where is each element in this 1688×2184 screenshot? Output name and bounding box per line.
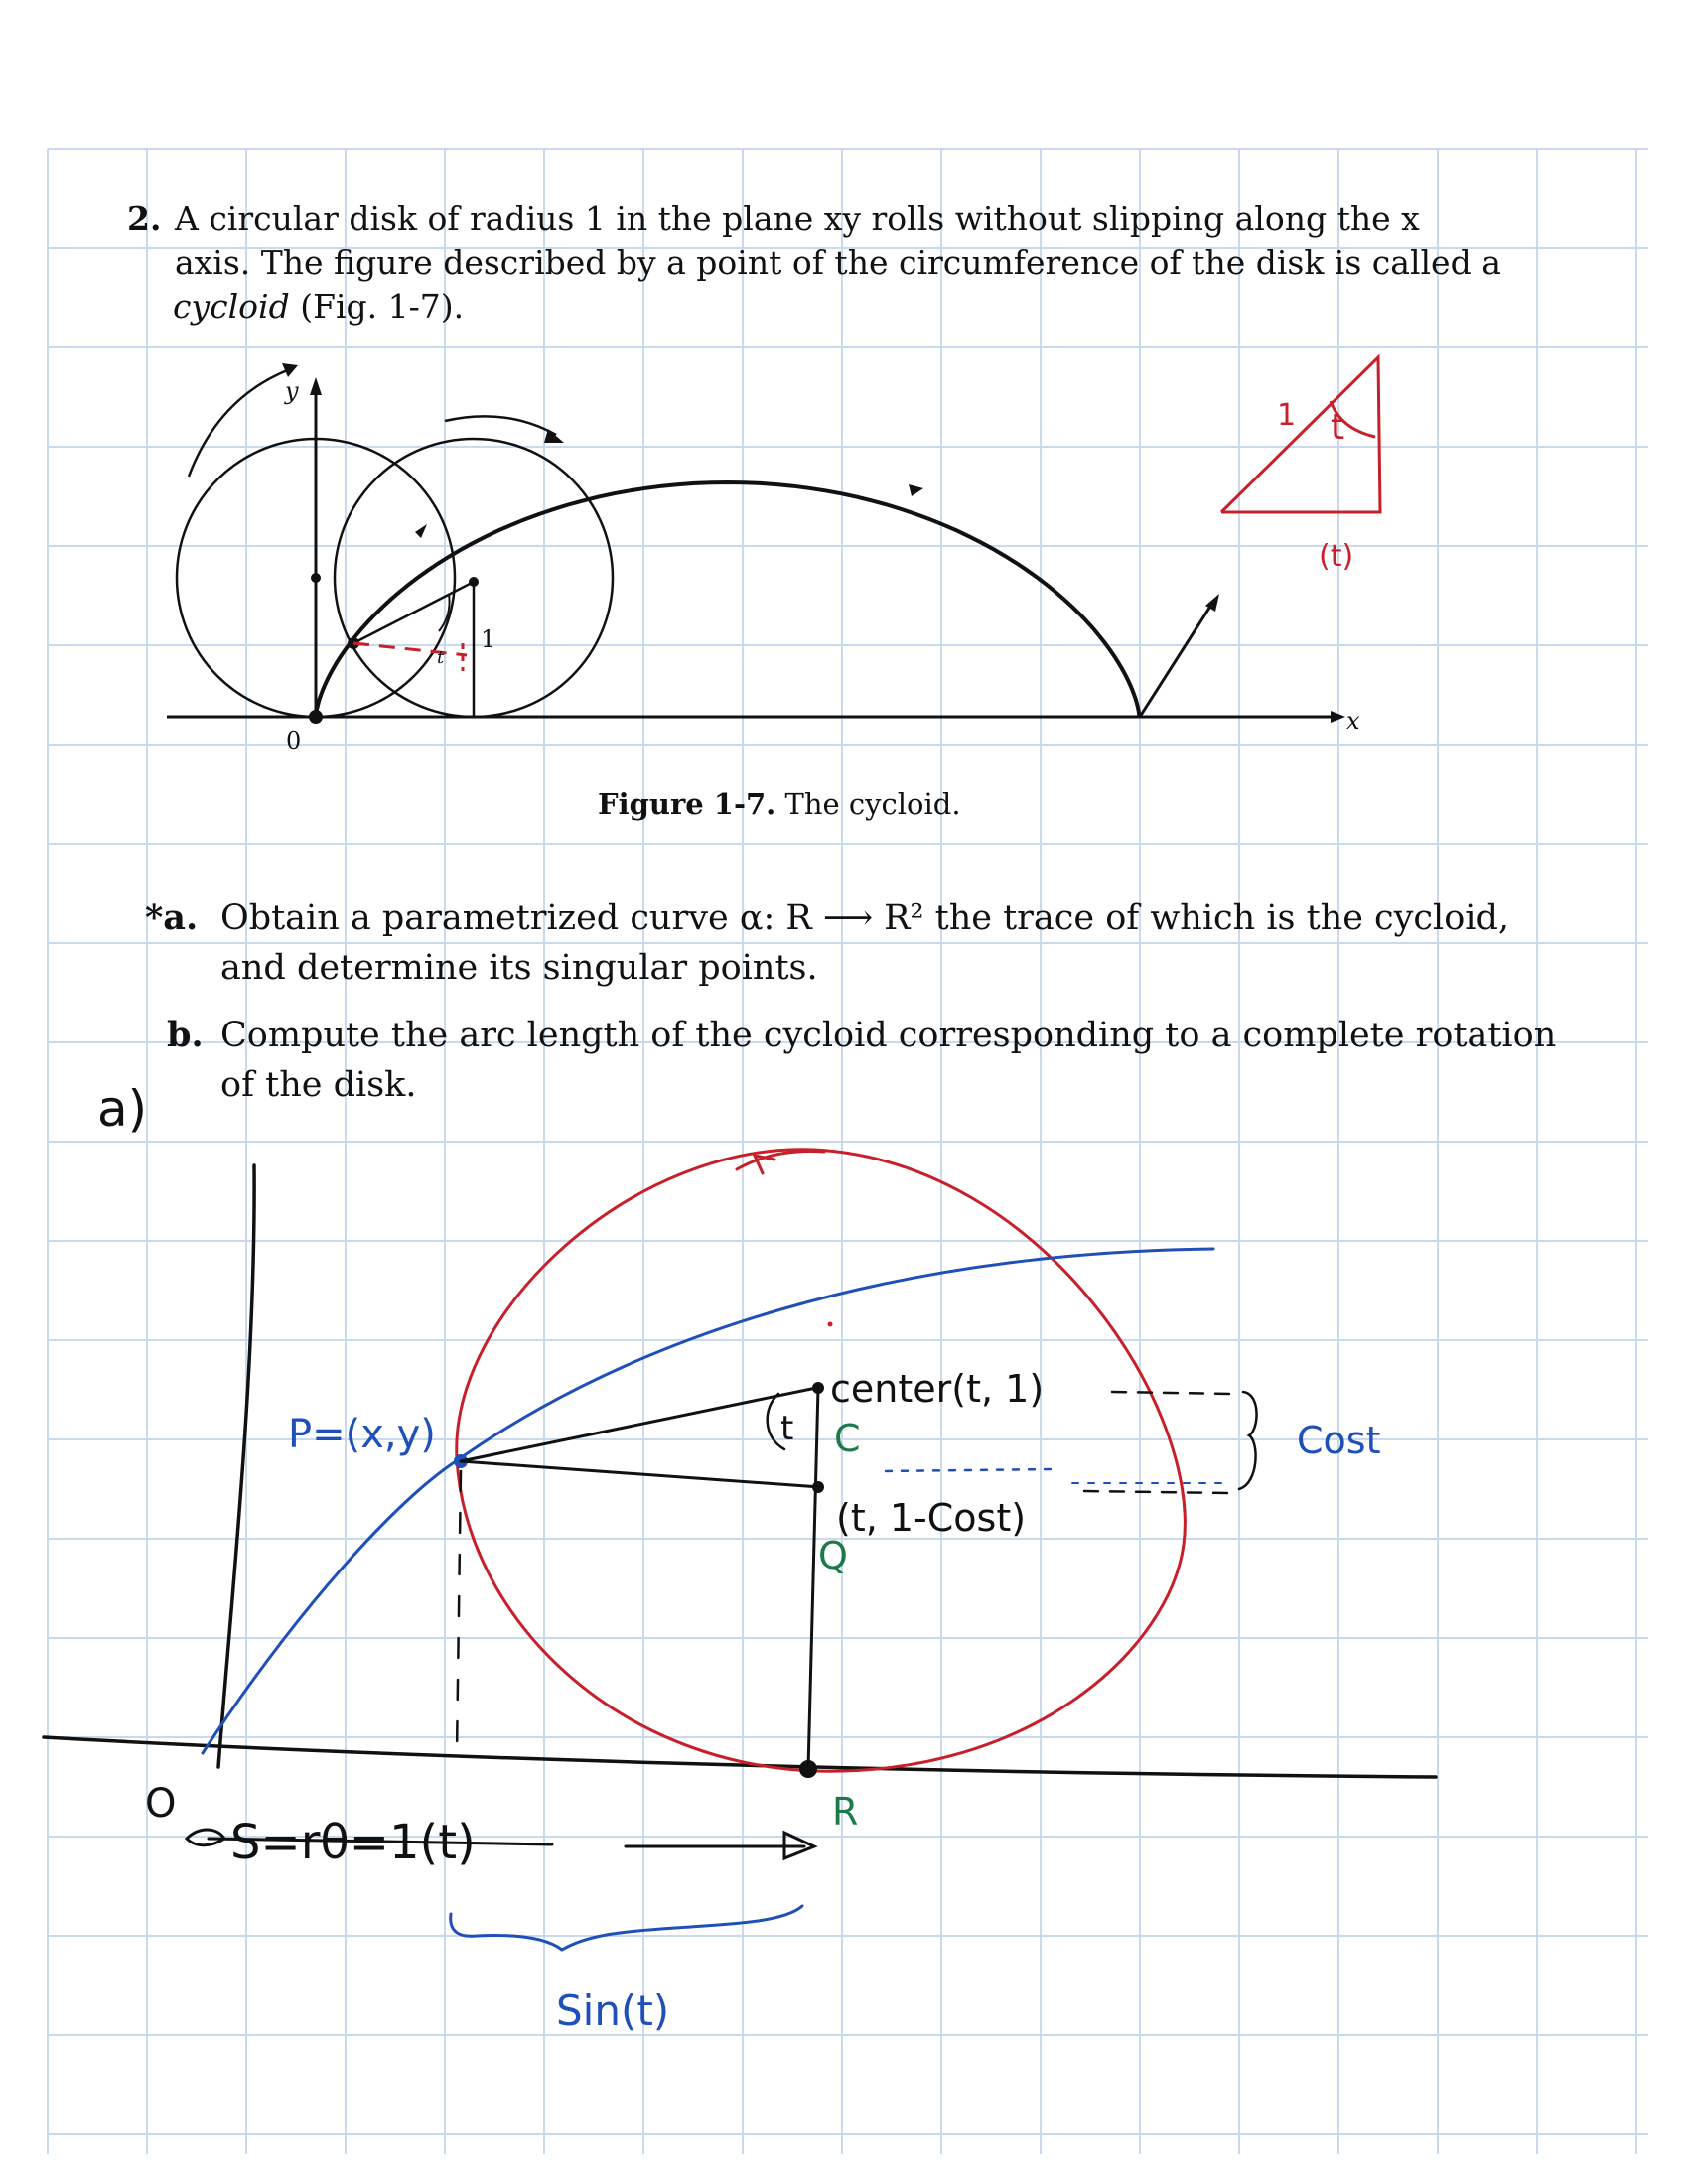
- center-dashed-line: [1112, 1392, 1231, 1394]
- point-p-label: P=(x,y): [288, 1412, 436, 1457]
- margin-angle-label: t: [1331, 407, 1345, 448]
- sin-brace: [451, 1906, 802, 1950]
- point-q-marker: [812, 1481, 824, 1493]
- cycloid-next-arch: [1140, 602, 1213, 717]
- part-b-line-2: of the disk.: [220, 1065, 417, 1105]
- solution-x-axis: [44, 1737, 1436, 1777]
- cycloid-term: cycloid: [173, 287, 290, 326]
- solution-y-axis: [218, 1165, 254, 1767]
- figure-caption: [598, 787, 961, 821]
- margin-base-label: (t): [1319, 539, 1354, 574]
- margin-triangle-sketch: [1221, 357, 1380, 512]
- arc-length-label: S=rθ=1(t): [230, 1815, 476, 1870]
- figure-ref: (Fig. 1-7).: [289, 287, 465, 326]
- caption-text: The cycloid.: [775, 787, 961, 821]
- solution-red-circle: [457, 1150, 1186, 1771]
- center-c-marker: [812, 1382, 824, 1394]
- rotation-arrow-right: [445, 416, 556, 435]
- solution-vertical-radius: [808, 1388, 818, 1769]
- center-label: center(t, 1): [830, 1367, 1045, 1411]
- p-vertical-dashed: [457, 1471, 461, 1753]
- caption-label: Figure 1-7.: [598, 787, 776, 821]
- radius-line: [353, 582, 474, 643]
- figure-y-label: y: [285, 377, 299, 405]
- center-dot: [311, 573, 321, 583]
- y-axis-arrow-icon: [310, 377, 322, 395]
- margin-side-label: 1: [1277, 398, 1297, 433]
- margin-triangle: [1221, 357, 1380, 512]
- point-q-coords: (t, 1-Cost): [836, 1496, 1027, 1540]
- sin-label: Sin(t): [556, 1986, 670, 2035]
- part-b-marker: b.: [167, 1015, 204, 1055]
- curve-arrow-1-icon: [415, 524, 427, 538]
- problem-number: 2.: [127, 200, 162, 238]
- origin-dot: [309, 710, 323, 724]
- cycloid-figure: [167, 363, 1345, 724]
- problem-line-3: [173, 287, 464, 326]
- red-circle-arrow-head-icon: [755, 1156, 774, 1173]
- problem-line-1: A circular disk of radius 1 in the plane xy rolls without slipping along the x: [175, 200, 1420, 238]
- cos-label: Cost: [1297, 1419, 1381, 1462]
- problem-line-2: axis. The figure described by a point of the circumference of the disk is called a: [175, 243, 1501, 282]
- q-dashed-line: [1084, 1491, 1227, 1493]
- figure-origin-label: 0: [286, 727, 302, 754]
- solution-angle-label: t: [780, 1409, 794, 1448]
- q-dashed-blue: [886, 1469, 1053, 1471]
- part-b-line-1: Compute the arc length of the cycloid corresponding to a complete rotation: [220, 1016, 1557, 1055]
- problem-statement: [127, 200, 1501, 326]
- margin-triangle-labels: [1277, 398, 1353, 574]
- rolled-center-dot: [469, 577, 479, 587]
- exercise-parts: [145, 897, 1556, 1105]
- point-r-label: R: [832, 1790, 859, 1834]
- part-a-marker: *a.: [145, 897, 199, 938]
- red-stray-dot: [828, 1322, 833, 1327]
- figure-angle-label: t: [437, 647, 445, 668]
- solution-p-to-q-line: [461, 1461, 820, 1487]
- figure-x-label: x: [1346, 707, 1360, 735]
- point-q-label: Q: [818, 1534, 848, 1577]
- part-a-line-1: Obtain a parametrized curve α: R ⟶ R² the trace of which is the cycloid,: [220, 898, 1510, 938]
- solution-blue-cycloid: [203, 1249, 1213, 1753]
- origin-o-label: O: [145, 1781, 177, 1827]
- point-r-marker: [799, 1760, 817, 1778]
- curve-arrow-2-icon: [909, 484, 923, 496]
- center-c-label: C: [834, 1417, 861, 1460]
- solution-part-label: a): [97, 1080, 148, 1138]
- part-a-line-2: and determine its singular points.: [220, 948, 818, 988]
- figure-radius-label: 1: [481, 625, 496, 653]
